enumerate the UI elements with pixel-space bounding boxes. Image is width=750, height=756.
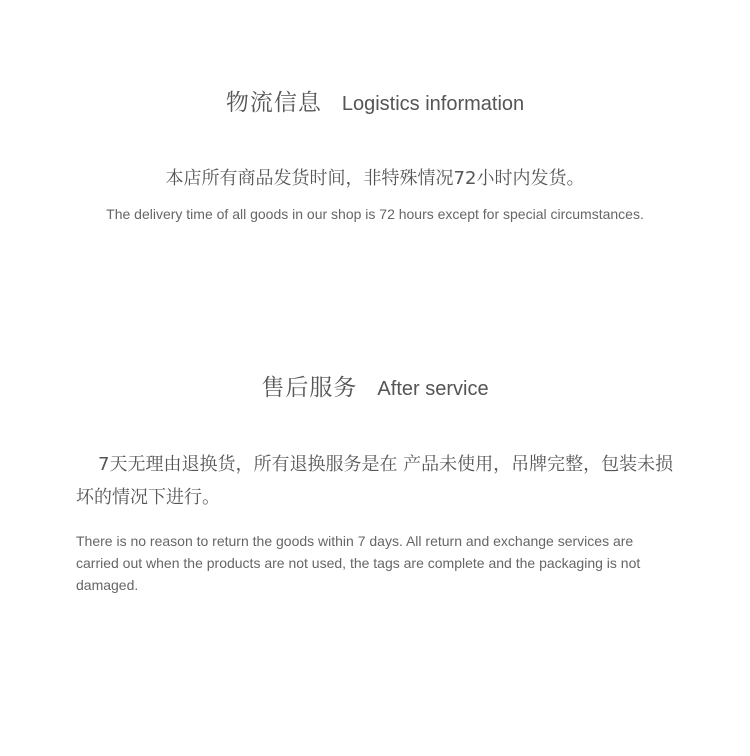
after-service-text-cn: 7天无理由退换货，所有退换服务是在 产品未使用，吊牌完整，包装未损坏的情况下进行。 xyxy=(76,454,674,508)
logistics-title-cn: 物流信息 xyxy=(225,90,322,116)
after-service-text-en: There is no reason to return the goods within 7 days. All return and exchange services are carried out when the products are not used, the tags are complete and the packaging is not damaged. xyxy=(76,533,641,593)
after-service-title-cn: 售后服务 xyxy=(261,375,358,401)
after-service-title-en: After service xyxy=(377,378,489,400)
logistics-text-cn: 本店所有商品发货时间，非特殊情况72小时内发货。 xyxy=(165,168,585,189)
logistics-section-title xyxy=(0,84,750,117)
after-service-section-title xyxy=(0,369,750,402)
logistics-title-en: Logistics information xyxy=(341,93,525,115)
logistics-text-en: The delivery time of all goods in our shop is 72 hours except for special circumstances. xyxy=(106,206,644,222)
